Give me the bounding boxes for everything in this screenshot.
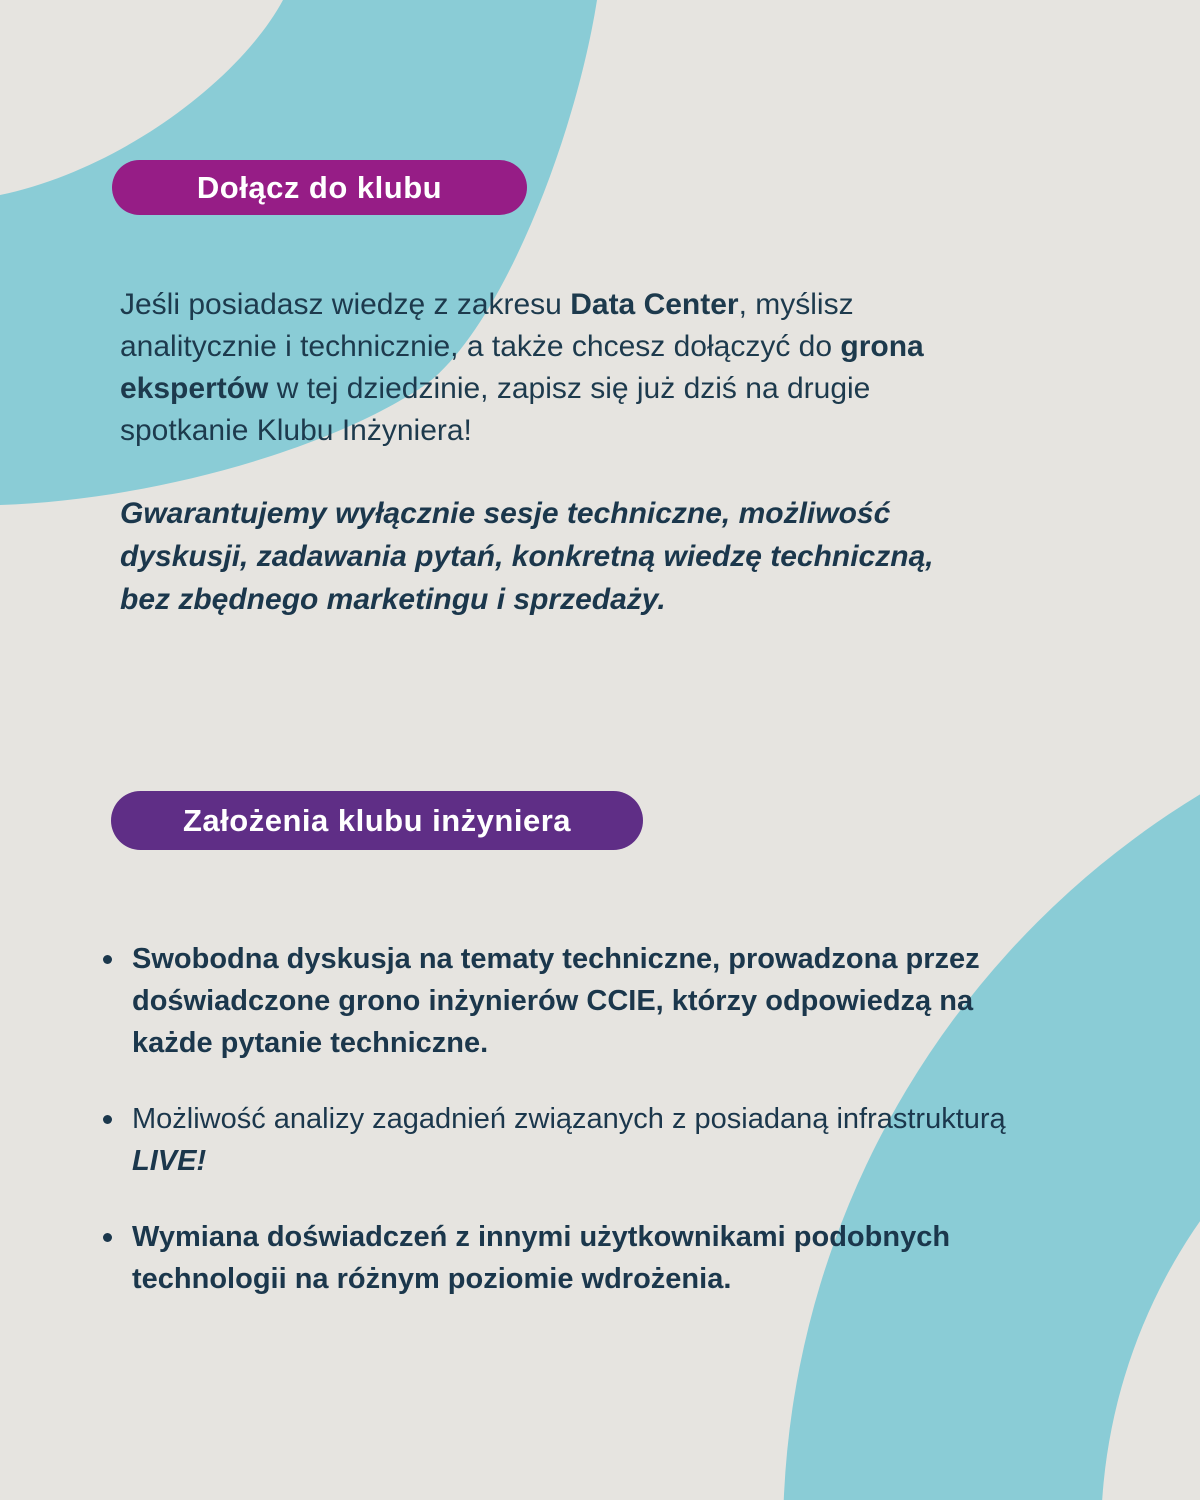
list-item-text: Swobodna dyskusja na tematy techniczne, prowadzona przez doświadczone grono inżynierów CCIE, którzy odpowiedzą na każde pytanie techniczne. [132,943,980,1059]
list-item [100,1216,1100,1300]
bullet-dot [103,1115,112,1124]
intro-paragraph: Jeśli posiadasz wiedzę z zakresu Data Center, myślisz analitycznie i technicznie, a także chcesz dołączyć do grona ekspertów w tej dziedzinie, zapisz się już dziś na drugie spotkanie Klubu Inżyniera! [120,288,924,447]
badge-club-assumptions: Założenia klubu inżyniera [111,791,643,850]
guarantee-paragraph: Gwarantujemy wyłącznie sesje techniczne, możliwość dyskusji, zadawania pytań, konkretną wiedzę techniczną, bez zbędnego marketingu i sprzedaży. [120,497,934,616]
bullet-dot [103,1233,112,1242]
bullet-dot [103,955,112,964]
badge-join-club: Dołącz do klubu [112,160,527,215]
list-item [100,938,1100,1064]
list-item-text: Możliwość analizy zagadnień związanych z posiadaną infrastrukturą LIVE! [132,1103,1006,1177]
list-item-text: Wymiana doświadczeń z innymi użytkownikami podobnych technologii na różnym poziomie wdrożenia. [132,1221,951,1295]
list-item [100,1098,1100,1182]
bullet-list [100,938,1100,1334]
